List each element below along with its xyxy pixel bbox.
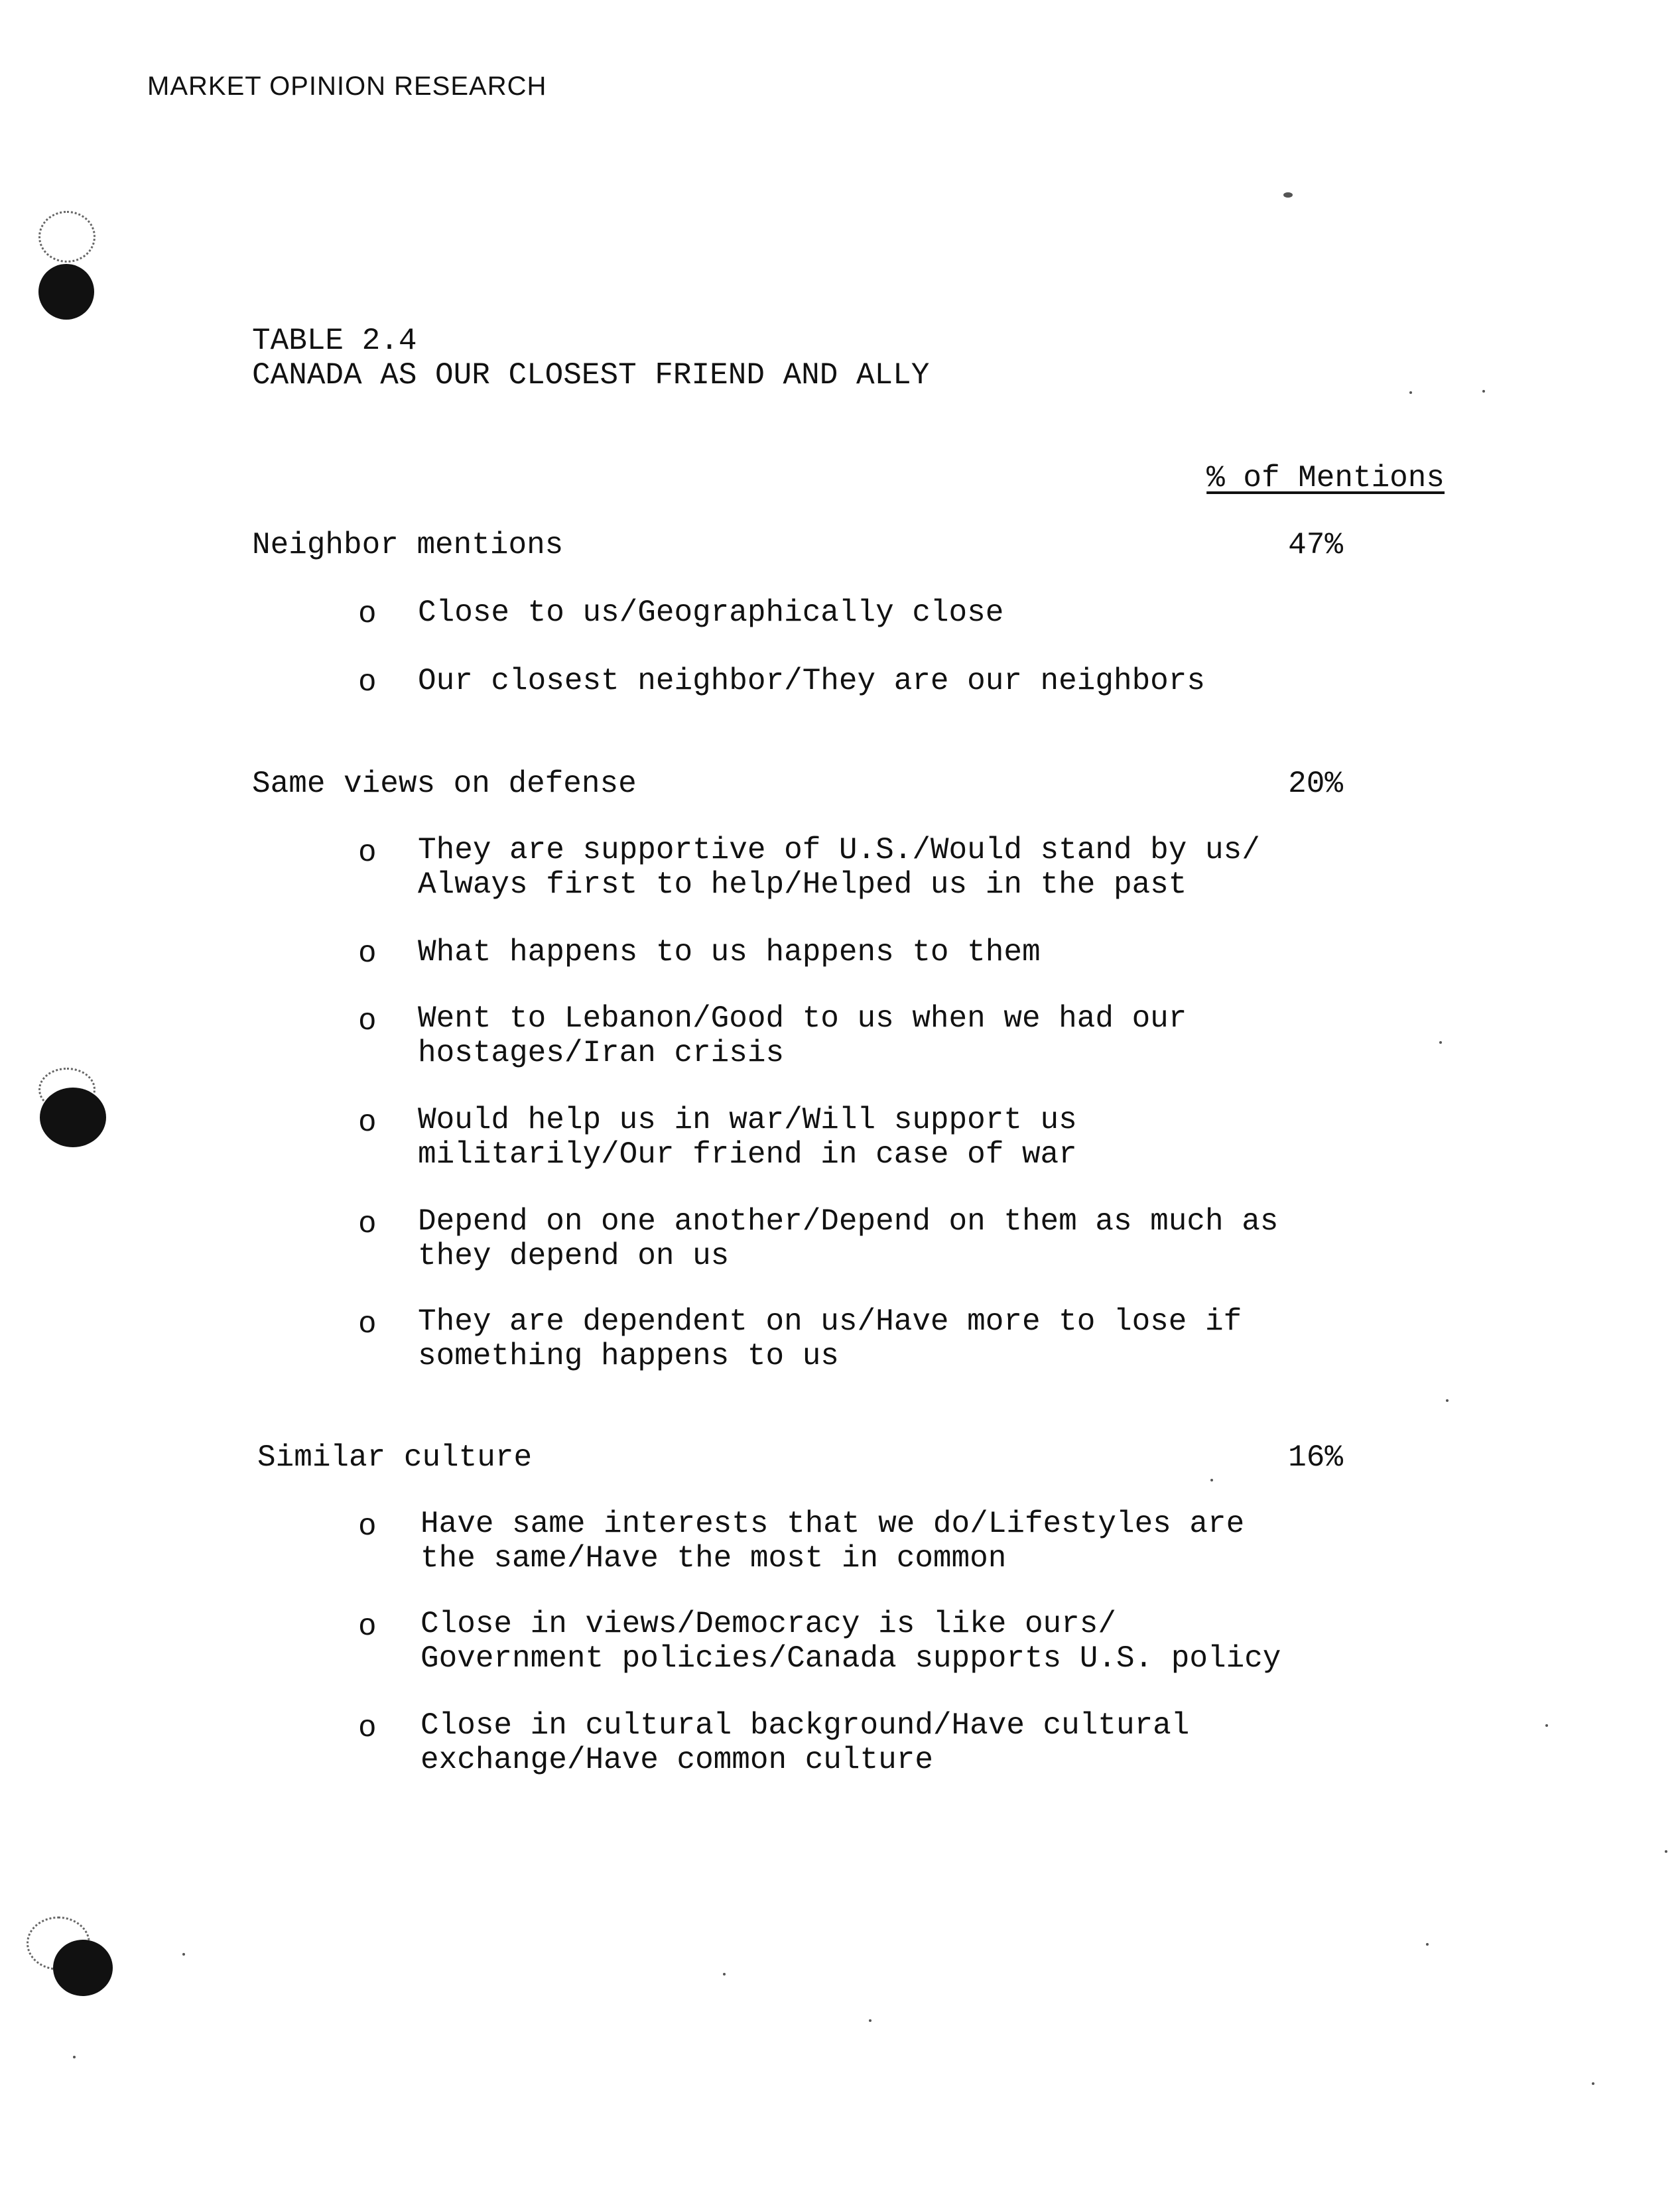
category-label: Neighbor mentions [252, 528, 564, 562]
list-item: Close in views/Democracy is like ours/ Government policies/Canada supports U.S. policy [420, 1607, 1281, 1676]
table-title: CANADA AS OUR CLOSEST FRIEND AND ALLY [252, 358, 930, 393]
column-header-mentions: % of Mentions [1206, 461, 1445, 495]
scan-speck [1426, 1943, 1429, 1946]
category-percent: 16% [1288, 1440, 1343, 1475]
scan-speck [1283, 192, 1293, 198]
table-number: TABLE 2.4 [252, 324, 417, 358]
category-label: Same views on defense [252, 767, 637, 801]
list-item: Went to Lebanon/Good to us when we had our hostages/Iran crisis [418, 1001, 1187, 1070]
list-item: What happens to us happens to them [418, 935, 1041, 970]
category-percent: 47% [1288, 528, 1343, 562]
list-item: Close in cultural background/Have cultural exchange/Have common culture [420, 1708, 1190, 1777]
scan-speck [73, 2056, 76, 2058]
scan-speck [1592, 2082, 1594, 2085]
punch-hole-bottom [53, 1940, 113, 1996]
punch-hole-top [38, 264, 94, 320]
punch-hole-middle [40, 1088, 106, 1147]
scan-speck [1409, 391, 1412, 394]
list-item: Have same interests that we do/Lifestyles are the same/Have the most in common [420, 1507, 1245, 1576]
bullet-marker: o [358, 1004, 377, 1038]
scan-speck [1665, 1850, 1667, 1853]
category-percent: 20% [1288, 767, 1343, 801]
bullet-marker: o [358, 1609, 377, 1644]
scan-speck [1482, 390, 1485, 393]
scan-speck [1446, 1399, 1449, 1402]
list-item: Would help us in war/Will support us militarily/Our friend in case of war [418, 1103, 1077, 1172]
scan-speck [723, 1973, 726, 1976]
scan-speck [182, 1953, 185, 1956]
scan-speck [1439, 1041, 1442, 1044]
category-label: Similar culture [257, 1440, 533, 1475]
bullet-marker: o [358, 936, 377, 971]
bullet-marker: o [358, 1307, 377, 1342]
company-header: MARKET OPINION RESEARCH [147, 72, 547, 101]
scan-speck [869, 2019, 872, 2022]
list-item: Our closest neighbor/They are our neighbors [418, 664, 1205, 698]
punch-hole-top-ring [38, 211, 96, 263]
list-item: Close to us/Geographically close [418, 596, 1004, 630]
bullet-marker: o [358, 1509, 377, 1544]
bullet-marker: o [358, 665, 377, 700]
list-item: Depend on one another/Depend on them as much as they depend on us [418, 1204, 1279, 1273]
scan-speck [1545, 1724, 1548, 1727]
bullet-marker: o [358, 597, 377, 631]
bullet-marker: o [358, 1207, 377, 1241]
scan-speck [1210, 1479, 1213, 1481]
bullet-marker: o [358, 1711, 377, 1745]
bullet-marker: o [358, 836, 377, 870]
list-item: They are supportive of U.S./Would stand by us/ Always first to help/Helped us in the past [418, 833, 1260, 902]
list-item: They are dependent on us/Have more to lose if something happens to us [418, 1304, 1242, 1373]
bullet-marker: o [358, 1105, 377, 1140]
